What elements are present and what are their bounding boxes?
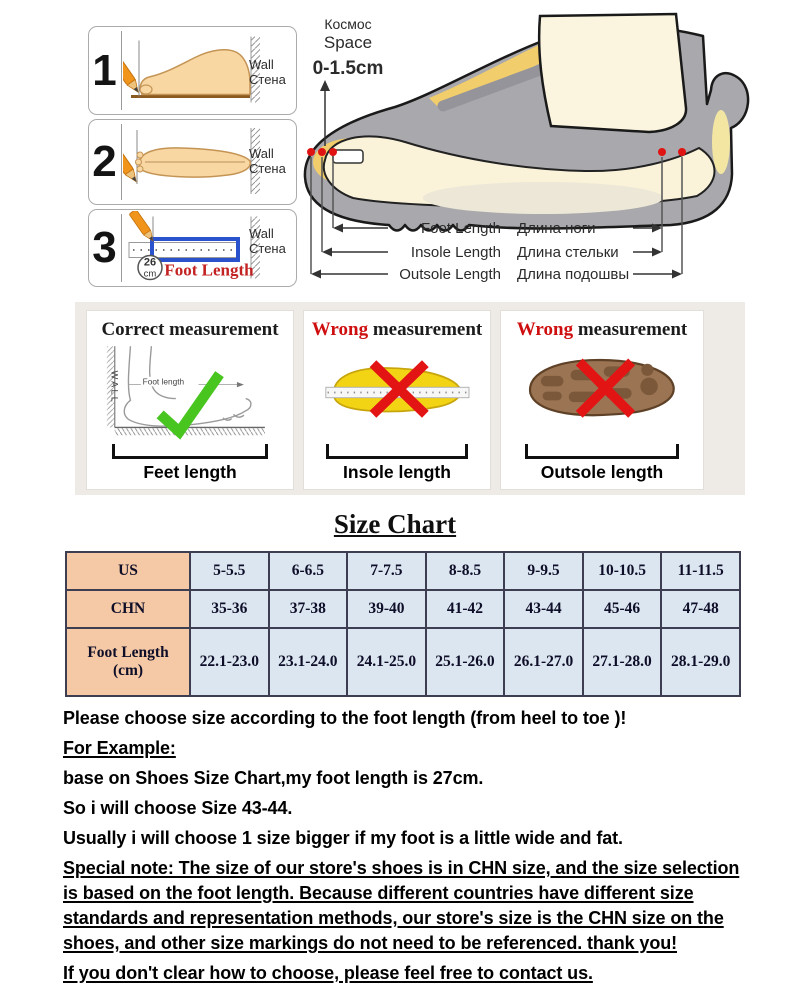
insole-length-en: Insole Length [410,244,501,261]
wall-label [249,57,291,87]
wall-label [249,146,291,176]
ruler-unit: cm [143,268,157,280]
step-number: 2 [92,137,117,186]
foot-side-illustration [140,50,250,95]
wall-en: Wall [249,226,274,241]
leg [539,14,686,132]
ruler-value: 26 [143,256,157,269]
box-title [517,319,687,341]
space-label-en: Space [323,33,373,52]
length-bracket [326,444,467,459]
shoe-cross-section-diagram [293,10,790,300]
cell: 39-40 [347,590,426,628]
wrong-measurement-insole-box [303,310,491,490]
row-header-us: US [66,552,190,590]
title-word: Wrong [311,319,369,340]
cell: 6-6.5 [269,552,348,590]
row-header-foot-length [66,628,190,696]
title-rest: measurement [368,319,483,340]
title-word: Wrong [516,319,574,340]
box-title [312,319,482,341]
table-row-chn [66,590,740,628]
cell: 43-44 [504,590,583,628]
cell: 24.1-25.0 [347,628,426,696]
correct-measurement-illustration [93,341,287,444]
size-chart-table [65,551,741,697]
wall-ru: Стена [249,72,286,87]
divider [121,31,122,110]
space-value: 0-1.5cm [312,58,384,79]
measurement-examples-strip [75,302,745,495]
measure-step-3 [88,209,297,287]
space-label-ru: Космос [324,16,372,32]
box-caption: Outsole length [540,462,664,482]
title-rest: measurement [164,319,279,340]
heel-lining [712,110,730,174]
note-special: Special note: The size of our store's shoes is in CHN size, and the size selection is based on the foot length. Because different countries have different size standards and representation methods, our store's size is the CHN size on the shoes, and other size markings do not need to be referenced. thank you! [63,858,740,953]
insole-illustration [310,341,485,444]
cell: 25.1-26.0 [426,628,505,696]
cell: 41-42 [426,590,505,628]
step-number: 3 [92,223,117,272]
table-row-us [66,552,740,590]
cell: 7-7.5 [347,552,426,590]
cell: 26.1-27.0 [504,628,583,696]
divider [121,214,122,282]
wall-en: Wall [249,146,274,161]
wall-en: Wall [249,57,274,72]
note-choose-by-foot-length: Please choose size according to the foot length (from heel to toe )! [63,708,627,728]
cell: 45-46 [583,590,662,628]
cell: 8-8.5 [426,552,505,590]
wall-label [249,226,291,256]
outsole-illustration [507,341,697,444]
correct-measurement-box [86,310,294,490]
cell: 35-36 [190,590,269,628]
box-title [101,319,278,341]
step-number: 1 [92,45,117,95]
cell: 37-38 [269,590,348,628]
note-example-foot-length: base on Shoes Size Chart,my foot length is 27cm. [63,768,484,788]
length-bracket [525,444,679,459]
cell: 11-11.5 [661,552,740,590]
wall-ru: Стена [249,161,286,176]
size-chart-title: Size Chart [333,509,457,539]
ground-hatch [115,428,265,435]
row-header-chn: CHN [66,590,190,628]
toe [140,85,152,94]
foot-length-ru: Длина ноги [517,220,596,237]
cell: 28.1-29.0 [661,628,740,696]
sizing-notes [63,706,742,991]
title-word: Correct [101,319,165,340]
title-rest: measurement [573,319,688,340]
outsole-length-ru: Длина подошвы [517,266,630,283]
insole-length-ru: Длина стельки [517,244,619,261]
header-line2: (cm) [112,662,144,679]
length-bracket [112,444,269,459]
wall-text: WALL [109,370,120,405]
note-example-size: So i will choose Size 43-44. [63,798,293,818]
pencil-icon [129,211,156,243]
cell: 27.1-28.0 [583,628,662,696]
toenail [333,150,363,163]
measure-step-2 [88,119,297,205]
foot-length-label: Foot Length [164,260,254,280]
wall-ru: Стена [249,241,286,256]
table-row-foot-length [66,628,740,696]
outsole-length-en: Outsole Length [399,266,501,283]
cell: 5-5.5 [190,552,269,590]
note-wide-foot: Usually i will choose 1 size bigger if my foot is a little wide and fat. [63,828,623,848]
note-contact-us: If you don't clear how to choose, please feel free to contact us. [63,963,593,983]
cell: 22.1-23.0 [190,628,269,696]
measure-step-1 [88,26,297,115]
sole-shading [423,182,663,214]
box-caption: Feet length [143,462,237,482]
cell: 10-10.5 [583,552,662,590]
wrong-measurement-outsole-box [500,310,704,490]
divider [121,124,122,200]
note-for-example: For Example: [63,738,176,758]
foot-length-en: Foot Length [420,220,501,237]
cell: 47-48 [661,590,740,628]
foot-length-small-label: Foot length [142,376,185,387]
ruler [129,243,239,258]
box-caption: Insole length [343,462,451,482]
cell: 23.1-24.0 [269,628,348,696]
cell: 9-9.5 [504,552,583,590]
header-line1: Foot Length [87,644,169,661]
